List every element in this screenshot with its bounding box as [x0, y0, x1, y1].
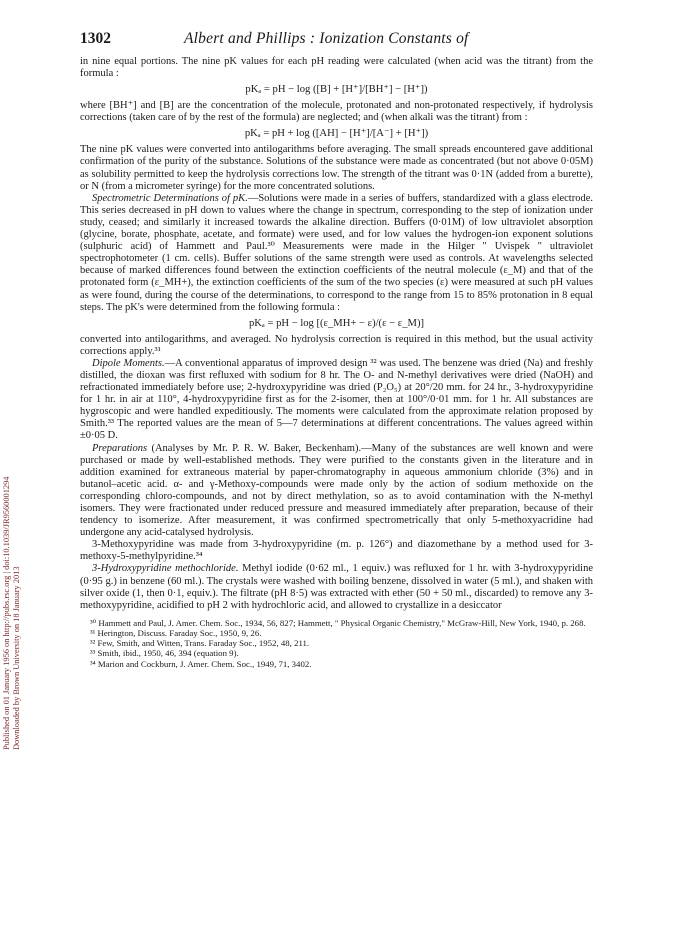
paragraph-activity: converted into antilogarithms, and averaged. No hydrolysis correction is required in this method, but the usual activity corrections apply.³¹: [80, 333, 593, 357]
download-note: Downloaded by Brown University on 18 January 2013: [12, 566, 21, 750]
heading-dipole: Dipole Moments.: [92, 357, 165, 369]
heading-spectrometric: Spectrometric Determinations of pK.: [92, 192, 248, 204]
paragraph-methochloride: 3-Hydroxypyridine methochloride. Methyl iodide (0·62 ml., 1 equiv.) was refluxed for 1 hr. with 3-hydroxypyridine (0·95 g.) in benzene (60 ml.). The crystals were washed with boiling benzene, dissolved in water (5 ml.), and shaken with silver oxide (1, then 0·1, equiv.). The filtrate (pH 8·5) was extracted with ether (50 + 50 ml., discarded) to remove any 3-methoxypyridine, acidified to pH 2 with hydrochloric acid, and allowed to crystallize in a desiccator: [80, 563, 594, 611]
footnote-34: ³⁴ Marion and Cockburn, J. Amer. Chem. Soc., 1949, 71, 3402.: [90, 658, 312, 669]
heading-methochloride: 3-Hydroxypyridine methochloride.: [92, 563, 239, 575]
provenance-watermark: [2, 190, 21, 750]
paragraph-where: where [BH⁺] and [B] are the concentration of the molecule, protonated and non-protonated respectively, if hydrolysis corrections (taken care of by the rest of the formula) are neglected; and (when alkali was the titrant) from :: [80, 100, 593, 124]
footnote-32: ³² Few, Smith, and Witten, Trans. Faraday Soc., 1952, 48, 211.: [90, 638, 310, 649]
paragraph-titration: in nine equal portions. The nine pK values for each pH reading were calculated (when acid was the titrant) from the formula :: [80, 56, 593, 80]
paragraph-methoxypyridine: 3-Methoxypyridine was made from 3-hydroxypyridine (m. p. 126°) and diazomethane by a method used for 3-methoxy-5-methylpyridine.³⁴: [80, 539, 593, 563]
heading-preparations: Preparations: [92, 442, 148, 454]
paragraph-antilog: The nine pK values were converted into antilogarithms before averaging. The small spreads encountered gave additional confirmation of the purity of the substance. Solutions of the substance were made as concentrated (but not above 0·05M) as solubility permitted to keep the hydrolysis corrections low. The strength of the titrant was 0·1N (added from a burette), or N (from a micrometer syringe) for the more concentrated solutions.: [80, 144, 593, 192]
running-title: Albert and Phillips : Ionization Constants of: [184, 30, 469, 47]
paragraph-spectrometric: Spectrometric Determinations of pK.—Solutions were made in a series of buffers, standardized with a glass electrode. This series decreased in pH down to values where the change in spectrum, corresponding to the step of ionization under study, ceased; and similarly it increased towards the alkaline direction. Buffers (0·01M) of low ultraviolet absorption (glycine, borate, phosphate, acetate, and formate) were used, and for low values the hydrogen-ion exponent solutions (sulphuric acid) of Hammett and Paul.³⁰ Measurements were made in the Hilger " Uvispek " ultraviolet spectrophotometer (1 cm. cells). Buffer solutions of the same strength were used as controls. At wavelengths selected because of marked differences found between the extinction coefficients of the neutral molecule (ε_M) and that of the protonated form (ε_MH+), the extinction coefficients of the sum of the two species (ε) were measured at such pH values as were found, during the course of the determinations, to correspond to the range from 15 to 85% protonation in 8 equal steps. The pK's were determined from the following formula :: [80, 192, 594, 313]
publication-note: Published on 01 January 1956 on http://pubs.rsc.org | doi:10.1039/JR9560001294: [2, 476, 11, 750]
journal-page: [80, 30, 593, 669]
footnote-33: ³³ Smith, ibid., 1950, 46, 394 (equation 9).: [90, 648, 239, 659]
formula-spectrometric: pKₐ = pH − log [(ε_MH+ − ε)/(ε − ε_M)]: [248, 317, 425, 329]
page-header: [80, 30, 593, 56]
formula-alkali-titrant: pKₐ = pH + log ([AH] − [H⁺]/[A⁻] + [H⁺]): [244, 128, 429, 140]
footnote-30: ³⁰ Hammett and Paul, J. Amer. Chem. Soc., 1934, 56, 827; Hammett, " Physical Organic Chemistry," McGraw-Hill, New York, 1940, p. 268.: [90, 617, 586, 628]
footnote-31: ³¹ Herington, Discuss. Faraday Soc., 1950, 9, 26.: [90, 628, 262, 639]
paragraph-preparations: Preparations (Analyses by Mr. P. R. W. Baker, Beckenham).—Many of the substances are well known and were purchased or made by well-established methods. They were purified to the constants given in the literature and in addition examined for extraneous material by paper-chromatography in aqueous ammonium chloride (3%) and in butanol–acetic acid. α- and γ-Methoxy-compounds were made only by the action of sodium methoxide on the corresponding chloro-compounds, and not by direct methylation, so as to avoid contamination with the N-methyl isomers. They were fractionated under reduced pressure and measured immediately after preparation, because of their tendency to isomerize. After measurement, it was confirmed spectrometrically that only 5-methoxyacridine had undergone any acid-catalysed hydrolysis.: [80, 442, 593, 539]
footnotes: [80, 618, 593, 669]
page-number: 1302: [80, 30, 111, 47]
formula-acid-titrant: pKₐ = pH − log ([B] + [H⁺]/[BH⁺] − [H⁺]): [245, 84, 428, 96]
paragraph-dipole: Dipole Moments.—A conventional apparatus of improved design ³² was used. The benzene was dried (Na) and freshly distilled, the dioxan was first refluxed with sodium for 8 hr. The O- and N-methyl derivatives were dried (NaOH) and refractionated immediately before use; 2-hydroxypyridine was dried (P₂O₅) at 20°/20 mm. for 24 hr., 3-hydroxypyridine for 1 hr. in air at 110°, 4-hydroxypyridine first as for the 2-isomer, then at 100°/0·01 mm. for 1 hr. All substances are hygroscopic and were handled expeditiously. The moments were calculated from the approximate relation proposed by Smith.³³ The reported values are the mean of 5—7 determinations at different concentrations. The values agreed within ±0·05 D.: [80, 357, 593, 442]
